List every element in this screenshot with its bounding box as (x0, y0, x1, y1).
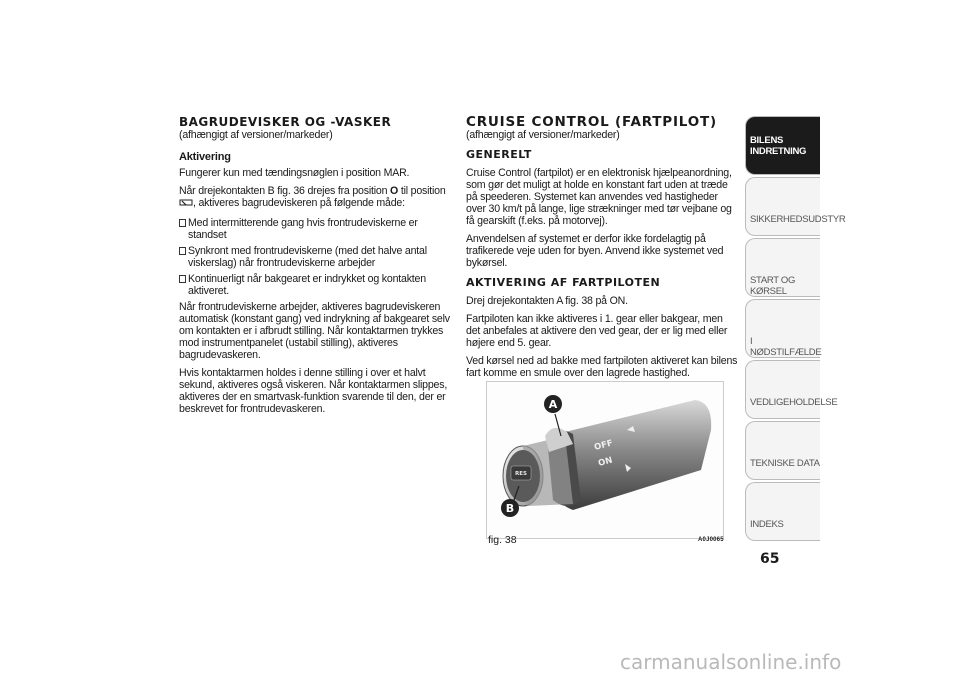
watermark: carmanualsonline.info (620, 650, 842, 674)
paragraph: Drej drejekontakten A fig. 38 på ON. (466, 295, 628, 307)
paragraph: Ved kørsel ned ad bakke med fartpiloten aktiveret kan bilens fart komme en smule over den lagrede hastighed. (466, 355, 738, 379)
heading-activation: AKTIVERING AF FARTPILOTEN (466, 276, 661, 289)
figure-cruise-lever (486, 381, 724, 539)
bullet-box-icon (179, 275, 186, 283)
tab-bilens-indretning[interactable]: BILENS INDRETNING (745, 116, 820, 175)
on-label: ON (597, 455, 614, 469)
list-item: Med intermitterende gang hvis frontrudeviskerne er standset (179, 217, 451, 241)
list-item: Kontinuerligt når bakgearet er indrykket og kontakten aktiveret. (179, 273, 451, 297)
res-button-label: RES (515, 471, 527, 477)
tab-i-nodstilfaelde[interactable]: I NØDSTILFÆLDE (745, 299, 820, 358)
subheading-activation: Aktivering (179, 151, 231, 163)
tab-sikkerhedsudstyr[interactable]: SIKKERHEDSUDSTYR (745, 177, 820, 236)
paragraph: Anvendelsen af systemet er derfor ikke fordelagtig på trafikerede veje uden for byen. Anvend ikke systemet ved bykørsel. (466, 233, 724, 269)
off-label: OFF (593, 438, 614, 453)
bullet-box-icon (179, 247, 186, 255)
left-column (179, 116, 451, 421)
rear-wiper-icon (179, 198, 193, 211)
figure-code: A0J0065 (698, 537, 724, 543)
section-subtitle: (afhængigt af versioner/markeder) (179, 129, 333, 141)
callout-b-label: B (505, 502, 515, 515)
paragraph: Cruise Control (fartpilot) er en elektronisk hjælpeanordning, som gør det muligt at holde en konstant fart uden at træde på speederen. Systemet kan anvendes ved hastigheder over 30 km/t på lange, lige strækninger med tør vejbane og få gearskift (f.eks. på motorvej). (466, 167, 732, 227)
paragraph-with-symbols: Når drejekontakten B fig. 36 drejes fra position O til position , aktiveres bagrudeviskeren på følgende måde: (179, 185, 446, 209)
middle-column (466, 116, 738, 385)
figure-caption: fig. 38 (488, 534, 517, 546)
section-subtitle: (afhængigt af versioner/markeder) (466, 129, 620, 141)
cruise-lever-illustration (487, 382, 723, 538)
tab-indeks[interactable]: INDEKS (745, 482, 820, 541)
section-title-cruise-control: CRUISE CONTROL (FARTPILOT) (466, 114, 717, 130)
chapter-tabs (745, 116, 846, 543)
paragraph: Når frontrudeviskerne arbejder, aktiveres bagrudeviskeren automatisk (konstant gang) ved indrykning af bakgearet selv om kontakten er i afbrudt stilling. Når kontaktarmen trykkes mod instrumentpanelet (ustabil stilling), aktiveres bagrudevaskeren. (179, 301, 450, 361)
callout-a-label: A (548, 398, 558, 411)
tab-start-og-korsel[interactable]: START OG KØRSEL (745, 238, 820, 297)
page-number: 65 (760, 551, 780, 567)
list-item: Synkront med frontrudeviskerne (med det halve antal viskerslag) når frontrudeviskerne arbejder (179, 245, 451, 269)
paragraph: Fartpiloten kan ikke aktiveres i 1. gear eller bakgear, men det anbefales at aktivere den ved gear, der er lig med eller højere end 5. gear. (466, 313, 728, 349)
position-o-symbol: O (390, 185, 399, 197)
heading-general: GENERELT (466, 148, 532, 161)
tab-vedligeholdelse[interactable]: VEDLIGEHOLDELSE (745, 360, 820, 419)
tab-tekniske-data[interactable]: TEKNISKE DATA (745, 421, 820, 480)
section-title-rear-wiper: BAGRUDEVISKER OG -VASKER (179, 115, 392, 129)
paragraph: Fungerer kun med tændingsnøglen i position MAR. (179, 167, 410, 179)
paragraph: Hvis kontaktarmen holdes i denne stilling i over et halvt sekund, aktiveres også viskeren. Når kontaktarmen slippes, aktiveres der en smartvask-funktion svarende til den, der er beskrevet for frontrudevaskeren. (179, 367, 448, 415)
bullet-box-icon (179, 219, 186, 227)
